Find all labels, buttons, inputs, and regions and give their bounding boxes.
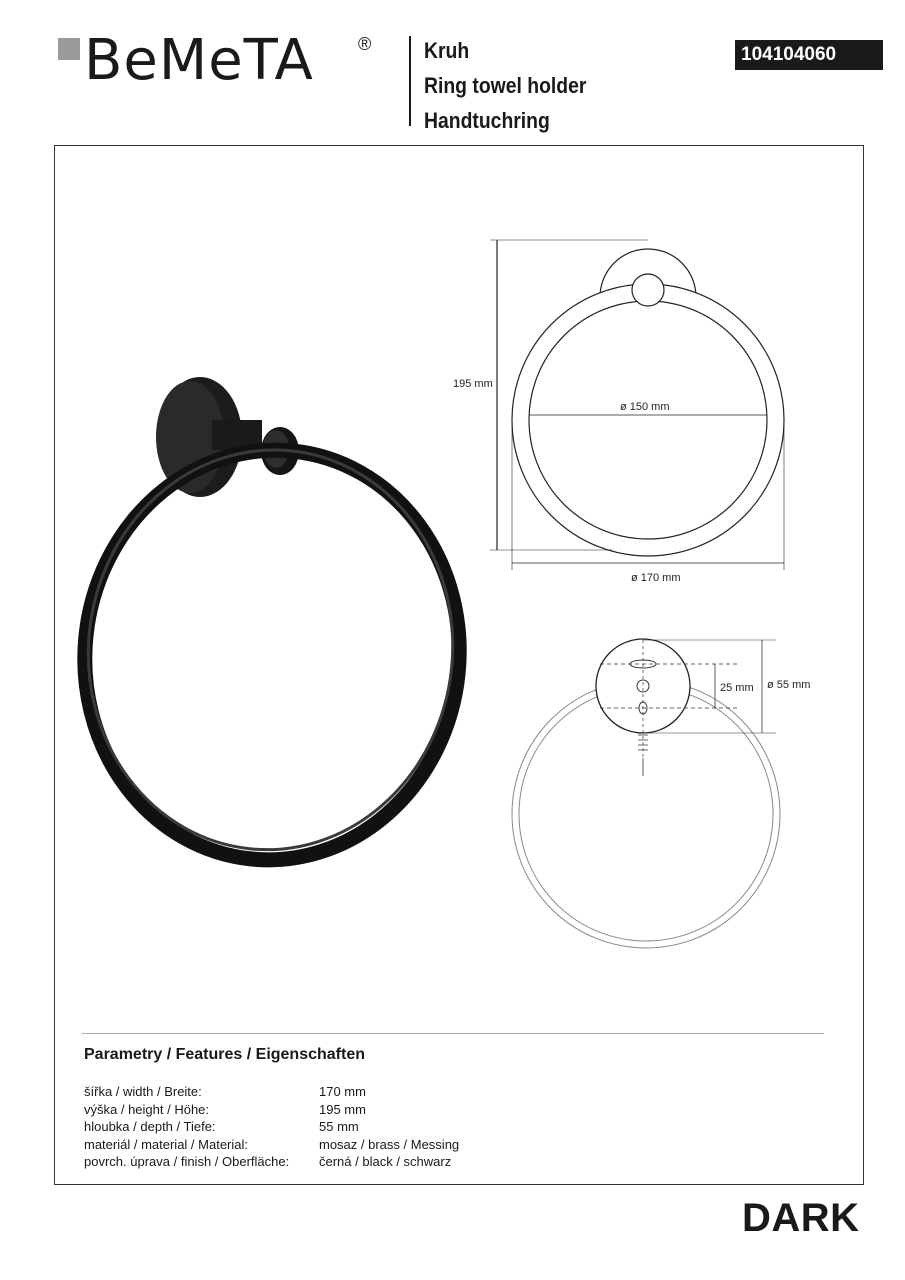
title-de: Handtuchring [424, 108, 550, 133]
logo-wordmark: BeMeTA [84, 28, 314, 93]
base-diameter-label: ø 55 mm [767, 679, 811, 691]
registered-mark: ® [358, 34, 372, 54]
feature-value: 55 mm [319, 1119, 359, 1134]
series-label: DARK [742, 1196, 860, 1240]
height-dimension-label: 195 mm [453, 378, 493, 390]
outer-diameter-label: ø 170 mm [631, 572, 681, 584]
feature-row [84, 1153, 459, 1171]
hole-spacing-label: 25 mm [720, 682, 754, 694]
features-table [84, 1083, 459, 1171]
features-divider [82, 1033, 824, 1034]
features-heading: Parametry / Features / Eigenschaften [84, 1046, 365, 1063]
inner-diameter-label: ø 150 mm [620, 401, 670, 413]
title-cz: Kruh [424, 38, 470, 63]
feature-row [84, 1101, 459, 1119]
title-en: Ring towel holder [424, 73, 587, 98]
feature-label: výška / height / Höhe: [84, 1101, 210, 1117]
product-code-badge: 104104060 [735, 40, 883, 70]
feature-label: materiál / material / Material: [84, 1136, 248, 1152]
feature-label: hloubka / depth / Tiefe: [84, 1119, 216, 1134]
feature-label: šířka / width / Breite: [84, 1084, 202, 1099]
feature-value: mosaz / brass / Messing [319, 1136, 460, 1152]
feature-value: 170 mm [319, 1084, 366, 1099]
feature-row [84, 1136, 459, 1154]
feature-value: 195 mm [319, 1101, 366, 1117]
product-illustration [65, 377, 480, 878]
feature-value: černá / black / schwarz [319, 1154, 452, 1169]
feature-label: povrch. úprava / finish / Oberfläche: [84, 1154, 290, 1169]
feature-row [84, 1118, 459, 1136]
feature-row [84, 1083, 459, 1101]
